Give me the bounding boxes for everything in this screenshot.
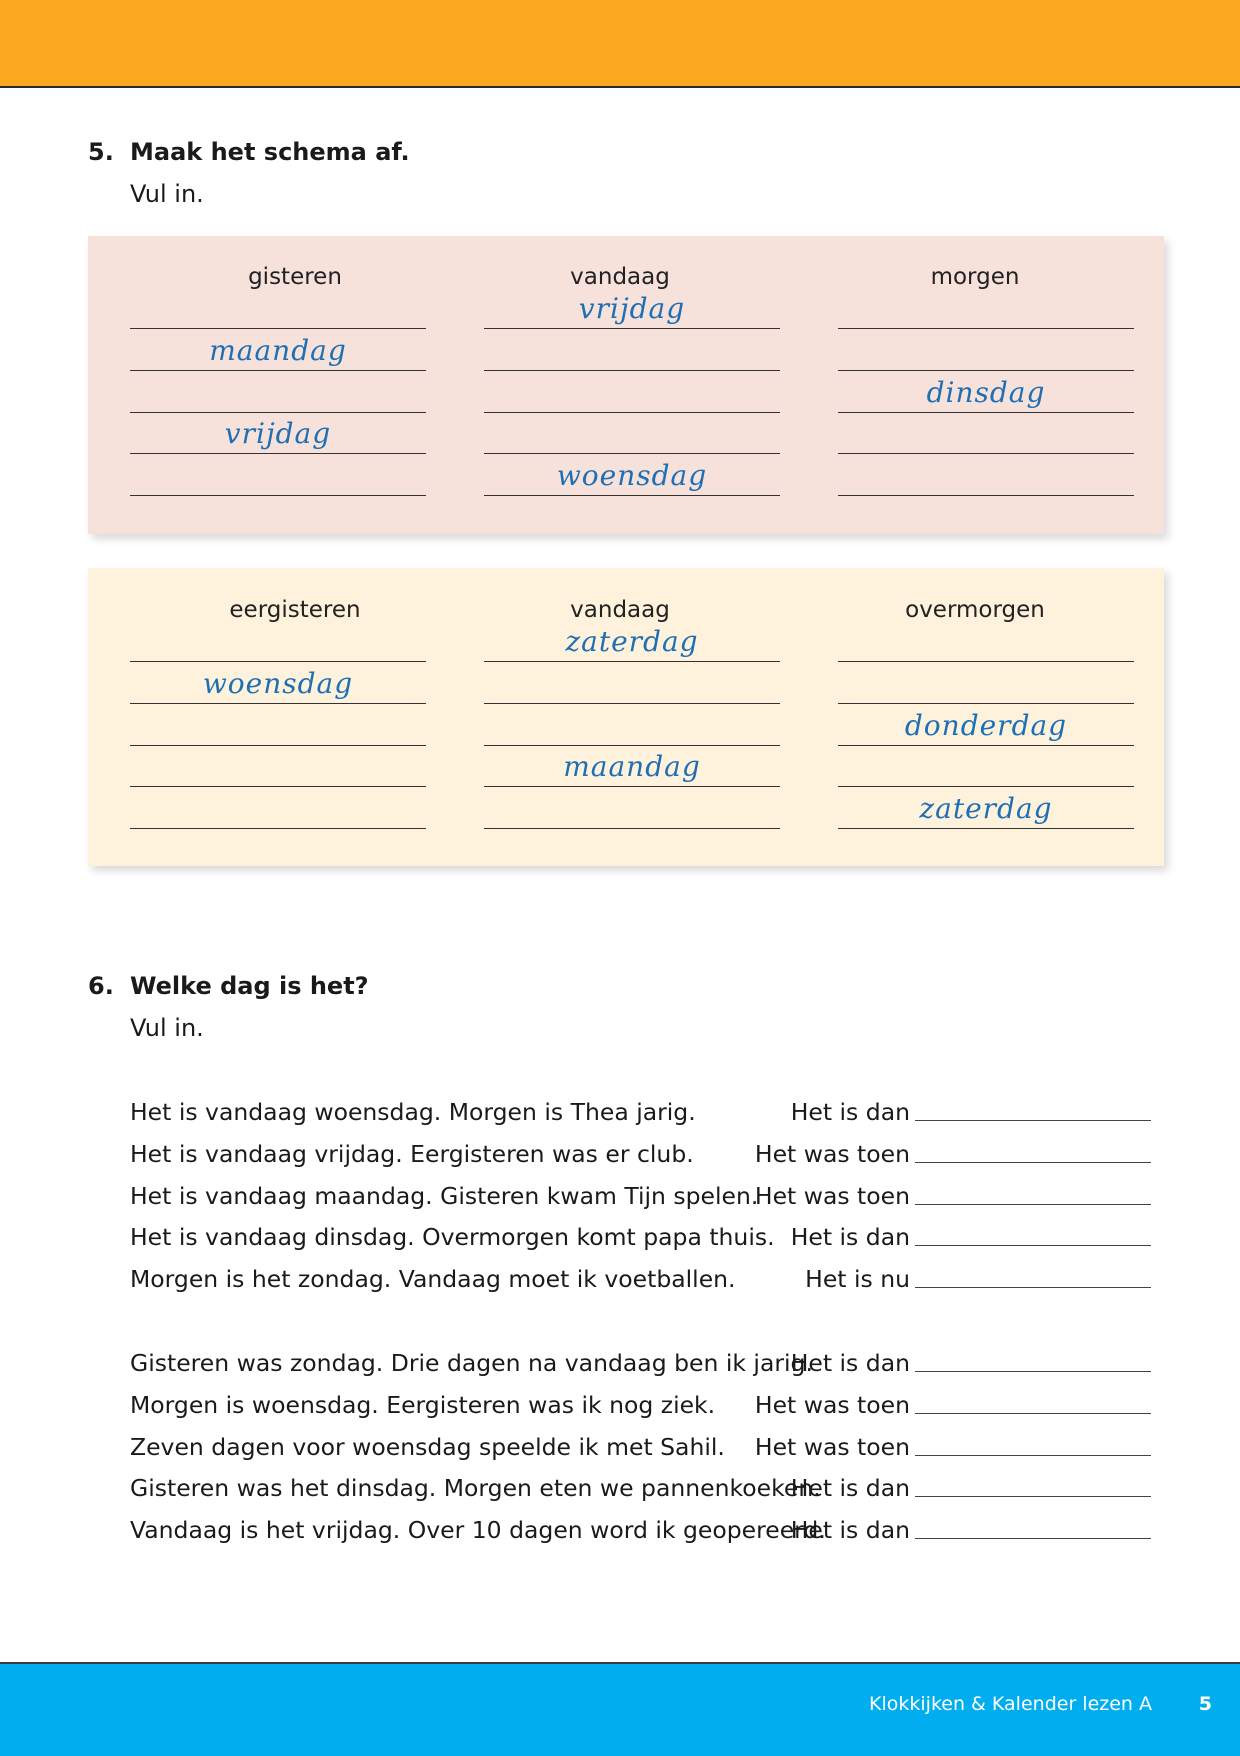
- answer-line[interactable]: [130, 745, 426, 746]
- answer-line[interactable]: [484, 370, 780, 371]
- answer-line[interactable]: [484, 495, 780, 496]
- handwritten-day: woensdag: [556, 459, 708, 493]
- answer-line[interactable]: [915, 1496, 1151, 1497]
- exercise-5-number: 5.: [88, 138, 114, 166]
- answer-lead-text: Het is dan: [790, 1349, 910, 1377]
- answer-line[interactable]: [838, 661, 1134, 662]
- answer-lead-text: Het was toen: [754, 1391, 910, 1419]
- answer-line[interactable]: [130, 703, 426, 704]
- table-2-header-3: overmorgen: [905, 597, 1045, 623]
- table-1-header-2: vandaag: [570, 264, 670, 290]
- table-1-header-3: morgen: [930, 264, 1020, 290]
- item-sentence: Het is vandaag vrijdag. Eergisteren was er club.: [130, 1140, 694, 1168]
- item-sentence: Vandaag is het vrijdag. Over 10 dagen word ik geopereerd.: [130, 1516, 826, 1544]
- item-sentence: Het is vandaag dinsdag. Overmorgen komt papa thuis.: [130, 1223, 775, 1251]
- answer-line[interactable]: [130, 328, 426, 329]
- answer-line[interactable]: [838, 745, 1134, 746]
- answer-line[interactable]: [130, 412, 426, 413]
- answer-line[interactable]: [838, 786, 1134, 787]
- page-number: 5: [1198, 1693, 1212, 1715]
- item-sentence: Zeven dagen voor woensdag speelde ik met Sahil.: [130, 1433, 725, 1461]
- item-sentence: Gisteren was het dinsdag. Morgen eten we pannenkoeken.: [130, 1474, 821, 1502]
- item-sentence: Het is vandaag maandag. Gisteren kwam Tijn spelen.: [130, 1182, 759, 1210]
- answer-line[interactable]: [838, 703, 1134, 704]
- handwritten-day: maandag: [209, 333, 347, 367]
- handwritten-day: vrijdag: [578, 292, 686, 325]
- handwritten-day: vrijdag: [224, 417, 332, 451]
- item-sentence: Morgen is het zondag. Vandaag moet ik voetballen.: [130, 1265, 736, 1293]
- answer-line[interactable]: [838, 495, 1134, 496]
- answer-line[interactable]: [130, 786, 426, 787]
- answer-line[interactable]: [915, 1413, 1151, 1414]
- top-color-bar: [0, 0, 1240, 88]
- answer-lead-text: Het is dan: [790, 1223, 910, 1251]
- answer-line[interactable]: [915, 1204, 1151, 1205]
- answer-line[interactable]: [915, 1287, 1151, 1288]
- item-sentence: Gisteren was zondag. Drie dagen na vandaag ben ik jarig.: [130, 1349, 813, 1377]
- answer-line[interactable]: [130, 453, 426, 454]
- answer-line[interactable]: [838, 328, 1134, 329]
- handwritten-day: zaterdag: [565, 625, 699, 658]
- answer-line[interactable]: [915, 1162, 1151, 1163]
- item-sentence: Het is vandaag woensdag. Morgen is Thea jarig.: [130, 1098, 696, 1126]
- answer-line[interactable]: [484, 453, 780, 454]
- answer-lead-text: Het was toen: [754, 1140, 910, 1168]
- table-1-header-1: gisteren: [248, 264, 342, 290]
- answer-line[interactable]: [915, 1245, 1151, 1246]
- answer-line[interactable]: [484, 328, 780, 329]
- answer-line[interactable]: [130, 495, 426, 496]
- handwritten-day: maandag: [563, 750, 701, 784]
- exercise-5-title: Maak het schema af.: [130, 138, 410, 166]
- answer-lead-text: Het is dan: [790, 1474, 910, 1502]
- answer-line[interactable]: [838, 453, 1134, 454]
- answer-lead-text: Het is dan: [790, 1516, 910, 1544]
- answer-line[interactable]: [484, 661, 780, 662]
- table-2-header-1: eergisteren: [229, 597, 361, 623]
- handwritten-day: donderdag: [904, 708, 1068, 742]
- footer-book-title: Klokkijken & Kalender lezen A: [869, 1693, 1152, 1715]
- answer-line[interactable]: [915, 1538, 1151, 1539]
- answer-line[interactable]: [915, 1371, 1151, 1372]
- answer-line[interactable]: [130, 828, 426, 829]
- answer-line[interactable]: [838, 412, 1134, 413]
- answer-lead-text: Het is dan: [790, 1098, 910, 1126]
- exercise-6-number: 6.: [88, 972, 114, 1000]
- answer-line[interactable]: [838, 370, 1134, 371]
- answer-line[interactable]: [915, 1455, 1151, 1456]
- answer-lead-text: Het is nu: [805, 1265, 910, 1293]
- answer-line[interactable]: [484, 786, 780, 787]
- item-sentence: Morgen is woensdag. Eergisteren was ik nog ziek.: [130, 1391, 716, 1419]
- answer-line[interactable]: [484, 828, 780, 829]
- answer-line[interactable]: [484, 745, 780, 746]
- answer-line[interactable]: [915, 1120, 1151, 1121]
- answer-lead-text: Het was toen: [754, 1182, 910, 1210]
- exercise-5-instruction: Vul in.: [130, 180, 204, 208]
- answer-line[interactable]: [484, 703, 780, 704]
- answer-line[interactable]: [130, 370, 426, 371]
- handwritten-day: woensdag: [202, 666, 354, 700]
- handwritten-day: zaterdag: [919, 792, 1053, 826]
- exercise-6-instruction: Vul in.: [130, 1014, 204, 1042]
- answer-line[interactable]: [484, 412, 780, 413]
- table-2-header-2: vandaag: [570, 597, 670, 623]
- answer-lead-text: Het was toen: [754, 1433, 910, 1461]
- answer-line[interactable]: [838, 828, 1134, 829]
- answer-line[interactable]: [130, 661, 426, 662]
- exercise-6-title: Welke dag is het?: [130, 972, 369, 1000]
- handwritten-day: dinsdag: [926, 375, 1046, 409]
